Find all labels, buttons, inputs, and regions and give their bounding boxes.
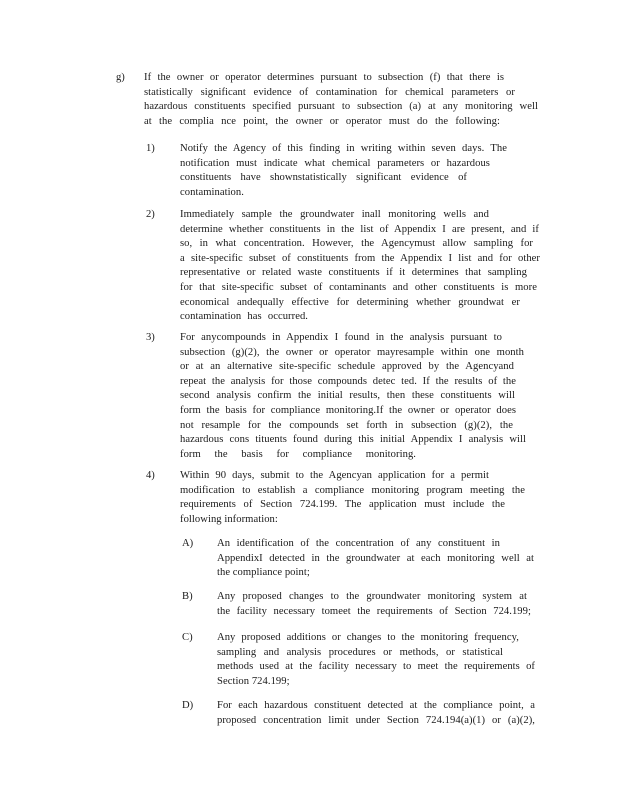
- text-line: hazardous cons tituents found during this initial Appendix I analysis will: [180, 434, 526, 446]
- text-line: modification to establish a compliance monitoring program meeting the: [180, 484, 525, 496]
- text-line: subsection (g)(2), the owner or operator mayresample within one month: [180, 346, 524, 358]
- text-line: the facility necessary tomeet the requirements of Section 724.199;: [217, 605, 531, 617]
- item-marker: 2): [146, 209, 155, 220]
- subitem-marker: B): [182, 591, 193, 602]
- text-line: form the basis for compliance monitoring.: [180, 448, 416, 460]
- text-line: proposed concentration limit under Section 724.194(a)(1) or (a)(2),: [217, 714, 535, 726]
- subitem-marker: A): [182, 538, 194, 549]
- text-line: a site-specific subset of constituents from the Appendix I list and for other: [180, 252, 540, 264]
- item-marker: 4): [146, 470, 155, 481]
- text-line: Any proposed additions or changes to the monitoring frequency,: [217, 632, 519, 643]
- text-line: contamination has occurred.: [180, 311, 308, 323]
- subitem-marker: C): [182, 632, 193, 643]
- text-line: so, in what concentration. However, the Agencymust allow sampling for: [180, 238, 533, 250]
- text-line: statistically significant evidence of contamination for chemical parameters or: [144, 86, 515, 98]
- text-line: or at an alternative site-specific schedule approved by the Agencyand: [180, 361, 514, 373]
- text-line: sampling and analysis procedures or methods, or statistical: [217, 646, 503, 658]
- item-marker: 3): [146, 332, 155, 343]
- text-line: determine whether constituents in the list of Appendix I are present, and if: [180, 223, 539, 235]
- text-line: Immediately sample the groundwater inall monitoring wells and: [180, 209, 489, 220]
- text-line: economical andequally effective for determining whether groundwat er: [180, 296, 520, 308]
- text-line: Within 90 days, submit to the Agencyan application for a permit: [180, 470, 489, 481]
- text-line: Section 724.199;: [217, 675, 290, 687]
- text-line: hazardous constituents specified pursuant to subsection (a) at any monitoring well: [144, 101, 538, 113]
- subitem-marker: D): [182, 700, 194, 711]
- text-line: For each hazardous constituent detected at the compliance point, a: [217, 700, 535, 711]
- text-line: Notify the Agency of this finding in writing within seven days. The: [180, 143, 507, 154]
- text-line: the compliance point;: [217, 567, 310, 579]
- text-line: constituents have shownstatistically significant evidence of: [180, 172, 467, 184]
- text-line: representative or related waste constituents if it determines that sampling: [180, 267, 527, 279]
- text-line: not resample for the compounds set forth in subsection (g)(2), the: [180, 419, 513, 431]
- text-line: methods used at the facility necessary to meet the requirements of: [217, 661, 535, 673]
- text-line: second analysis confirm the initial results, then these constituents will: [180, 390, 515, 402]
- text-line: for that site-specific subset of contaminants and other constituents is more: [180, 282, 537, 293]
- text-line: contamination.: [180, 186, 244, 198]
- text-line: If the owner or operator determines pursuant to subsection (f) that there is: [144, 72, 504, 83]
- text-line: requirements of Section 724.199. The application must include the: [180, 499, 505, 511]
- text-line: at the complia nce point, the owner or operator must do the following:: [144, 115, 500, 127]
- text-line: Any proposed changes to the groundwater monitoring system at: [217, 591, 527, 602]
- text-line: repeat the analysis for those compounds detec ted. If the results of the: [180, 375, 516, 387]
- text-line: For anycompounds in Appendix I found in the analysis pursuant to: [180, 332, 502, 343]
- text-line: notification must indicate what chemical parameters or hazardous: [180, 157, 490, 169]
- item-marker: 1): [146, 143, 155, 154]
- paragraph-marker: g): [116, 72, 125, 83]
- text-line: An identification of the concentration of any constituent in: [217, 538, 500, 549]
- text-line: AppendixI detected in the groundwater at each monitoring well at: [217, 552, 534, 564]
- text-line: form the basis for compliance monitoring.If the owner or operator does: [180, 405, 516, 416]
- text-line: following information:: [180, 513, 278, 525]
